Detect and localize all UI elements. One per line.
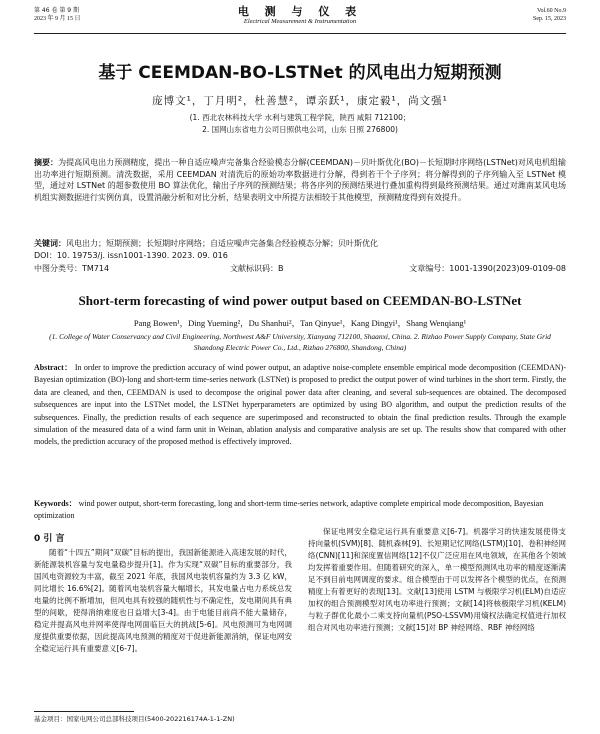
authors-cn: 庞博文¹，丁月明²，杜善慧²，谭亲跃¹，康定毅¹，尚文强¹ [152,95,448,107]
header-vol-no: Vol.60 No.9 [536,8,566,14]
abstract-cn-label: 摘要： [34,158,59,167]
header-volume: 第 46 卷 第 9 期 [34,7,79,14]
paper-title-en: Short-term forecasting of wind power output based on CEEMDAN-BO-LSTNet [78,293,522,308]
body-column-right [308,526,566,712]
body-column-left [34,532,292,708]
doi: DOI：10. 19753/j. issn1001-1390. 2023. 09. 016 [34,251,228,260]
abstract-en [34,362,566,449]
abstract-en-text: In order to improve the prediction accuracy of wind power output, an adaptive noise-complete ensemble empirical mode decomposition (CEEMDAN)-Bayesian optimization (BO)-long and short-term time-series network (LSTNet) is proposed to predict the output power of wind turbines in the short term. Firstly, the data are cleaned, and then, CEEMDAN is used to decompose the original power data after cleaning, and several sub-sequences are obtained. The decomposed subsequences are input into the LSTNet model, the LSTNet hyperparameters are optimized by using BO algorithm, and output the prediction results of the subsequences. Finally, the prediction results of each sequence are superimposed and reconstructed to obtain the final prediction results. Through the example simulation of the measured data of a wind farm unit in Weinan, ablation analysis and comparative analysis are set up. The results show that compared with other models, the prediction accuracy of the proposed method is effectively improved. [34,363,567,447]
affiliation-cn-2: 2. 国网山东省电力公司日照供电公司，山东 日照 276800) [202,125,398,134]
keywords-cn-label: 关键词： [34,239,66,248]
section-heading-intro: 0 引 言 [34,534,65,544]
body-paragraph-right: 保证电网安全稳定运行具有重要意义[6-7]。机器学习的快速发展使得支持向量机(SVM)[8]、随机森林[9]、长短期记忆网络(LSTM)[10]、卷积神经网络(CNN)[11]和深度置信网络[12]不仅广泛应用在风电领域，在其他各个领域均发挥着重要作用。但随着研究的深入，单一模型预测风电功率的精度逐渐满足不到目前电网调度的要求。组合模型由于可以发挥各个模型的优点，在预测精度上有着更好的表现[13]。文献[13]使用 LSTM 与极限学习机(ELM)自适应加权的组合预测模型对风电功率进行预测；文献[14]将核极限学习机(KELM)与粒子群优化最小二乘支持向量机(PSO-LSSVM)用熵权法确定权值进行加权组合对风电功率进行预测；文献[15]对 BP 神经网络、RBF 神经网络 [308,527,566,632]
abstract-en-label: Abstract： [34,363,73,372]
affiliation-cn-1: (1. 西北农林科技大学 水利与建筑工程学院，陕西 咸阳 712100； [189,113,411,122]
keywords-cn-text: 风电出力；短期预测；长短期时序网络；自适应噪声完备集合经验模态分解；贝叶斯优化 [66,239,378,248]
authors-en: Pang Bowen¹，Ding Yueming²，Du Shanhui²，Tan Qinyue¹，Kang Dingyi¹，Shang Wenqiang¹ [133,318,467,328]
keywords-en-label: Keywords： [34,499,77,508]
clc-number: 中图分类号：TM714 [34,264,110,273]
header-volume-en [533,7,566,23]
header-date-en: Sep. 15, 2023 [533,16,566,22]
journal-title-cn: 电 测 与 仪 表 [237,5,363,18]
document-code: 文献标识码：B [230,264,284,273]
keywords-cn [34,238,566,249]
footnote-rule [34,711,134,712]
paper-title-cn: 基于 CEEMDAN-BO-LSTNet 的风电出力短期预测 [98,63,502,83]
header-date: 2023 年 9 月 15 日 [34,16,81,22]
abstract-cn-text: 为提高风电出力预测精度，提出一种自适应噪声完备集合经验模态分解(CEEMDAN)－贝叶斯优化(BO)－长短期时序网络(LSTNet)对风电机组输出功率进行短期预测。清洗数据，采用 CEEMDAN 对清洗后的原始功率数据进行分解，得到若干个子序列；将分解得到的子序列输入至 LSTNet 模型，通过对 LSTNet 的超参数使用 BO 算法优化，输出子序列的预测结果；将各序列的预测结果进行叠加重构得到最终预测结果。通过对潍南某风电场机组实测数据进行实例仿真，设置消融分析和对比分析，结果表明文中所提方法相较于其他模型，预测精度得到有效提升。 [34,158,567,202]
funding-footnote: 基金项目：国家电网公司总部科技项目(5400-202216174A-1-1-ZN) [34,715,235,723]
header-rule [34,33,566,34]
article-number: 文章编号：1001-1390(2023)09-0109-08 [409,264,566,273]
keywords-en [34,498,566,522]
body-paragraph-left: 随着“十四五”期间“双碳”目标的提出，我国新能源进入高速发展的时代，新能源装机容量与发电量稳步提升[1]。作为实现“双碳”目标的重要部分，我国风电资源较为丰富，截至 2021 年底，我国风电装机容量约为 3.3 亿 kW，同比增长 16.6%[2]。随着风电装机容量大幅增长，其发电量占电力系统总发电量的比例不断增加，但风电具有较强的随机性与不确定性，发电期间具有典型的间歇，使得消纳难度也日益增大[3-4]。由于电能目前尚不能大量储存，稳定并提高风电并网率使得电网面临巨大的挑战[5-6]。风电预测可为电网调度提供重要依据，因此提高风电预测的精度对于促进新能源消纳，保证电网安全稳定运行具有重要意义[6-7]。 [34,548,292,653]
journal-title-en: Electrical Measurement & Instrumentation [243,18,357,25]
keywords-en-text: wind power output, short-term forecasting, long and short-term time-series network, adaptive complete empirical mode decomposition, Bayesian optimization [34,499,544,520]
affiliations-en: (1. College of Water Conservancy and Civil Engineering, Northwest A&F University, Xianyang 712100, Shaanxi, China. 2. Rizhao Power Supply Company, State Grid Shandong Electric Power Co., Ltd., Rizhao 276800, Shandong, China) [49,332,551,352]
classification-row [34,263,566,275]
journal-name [34,5,566,26]
abstract-cn [34,157,566,203]
running-header [34,5,566,31]
